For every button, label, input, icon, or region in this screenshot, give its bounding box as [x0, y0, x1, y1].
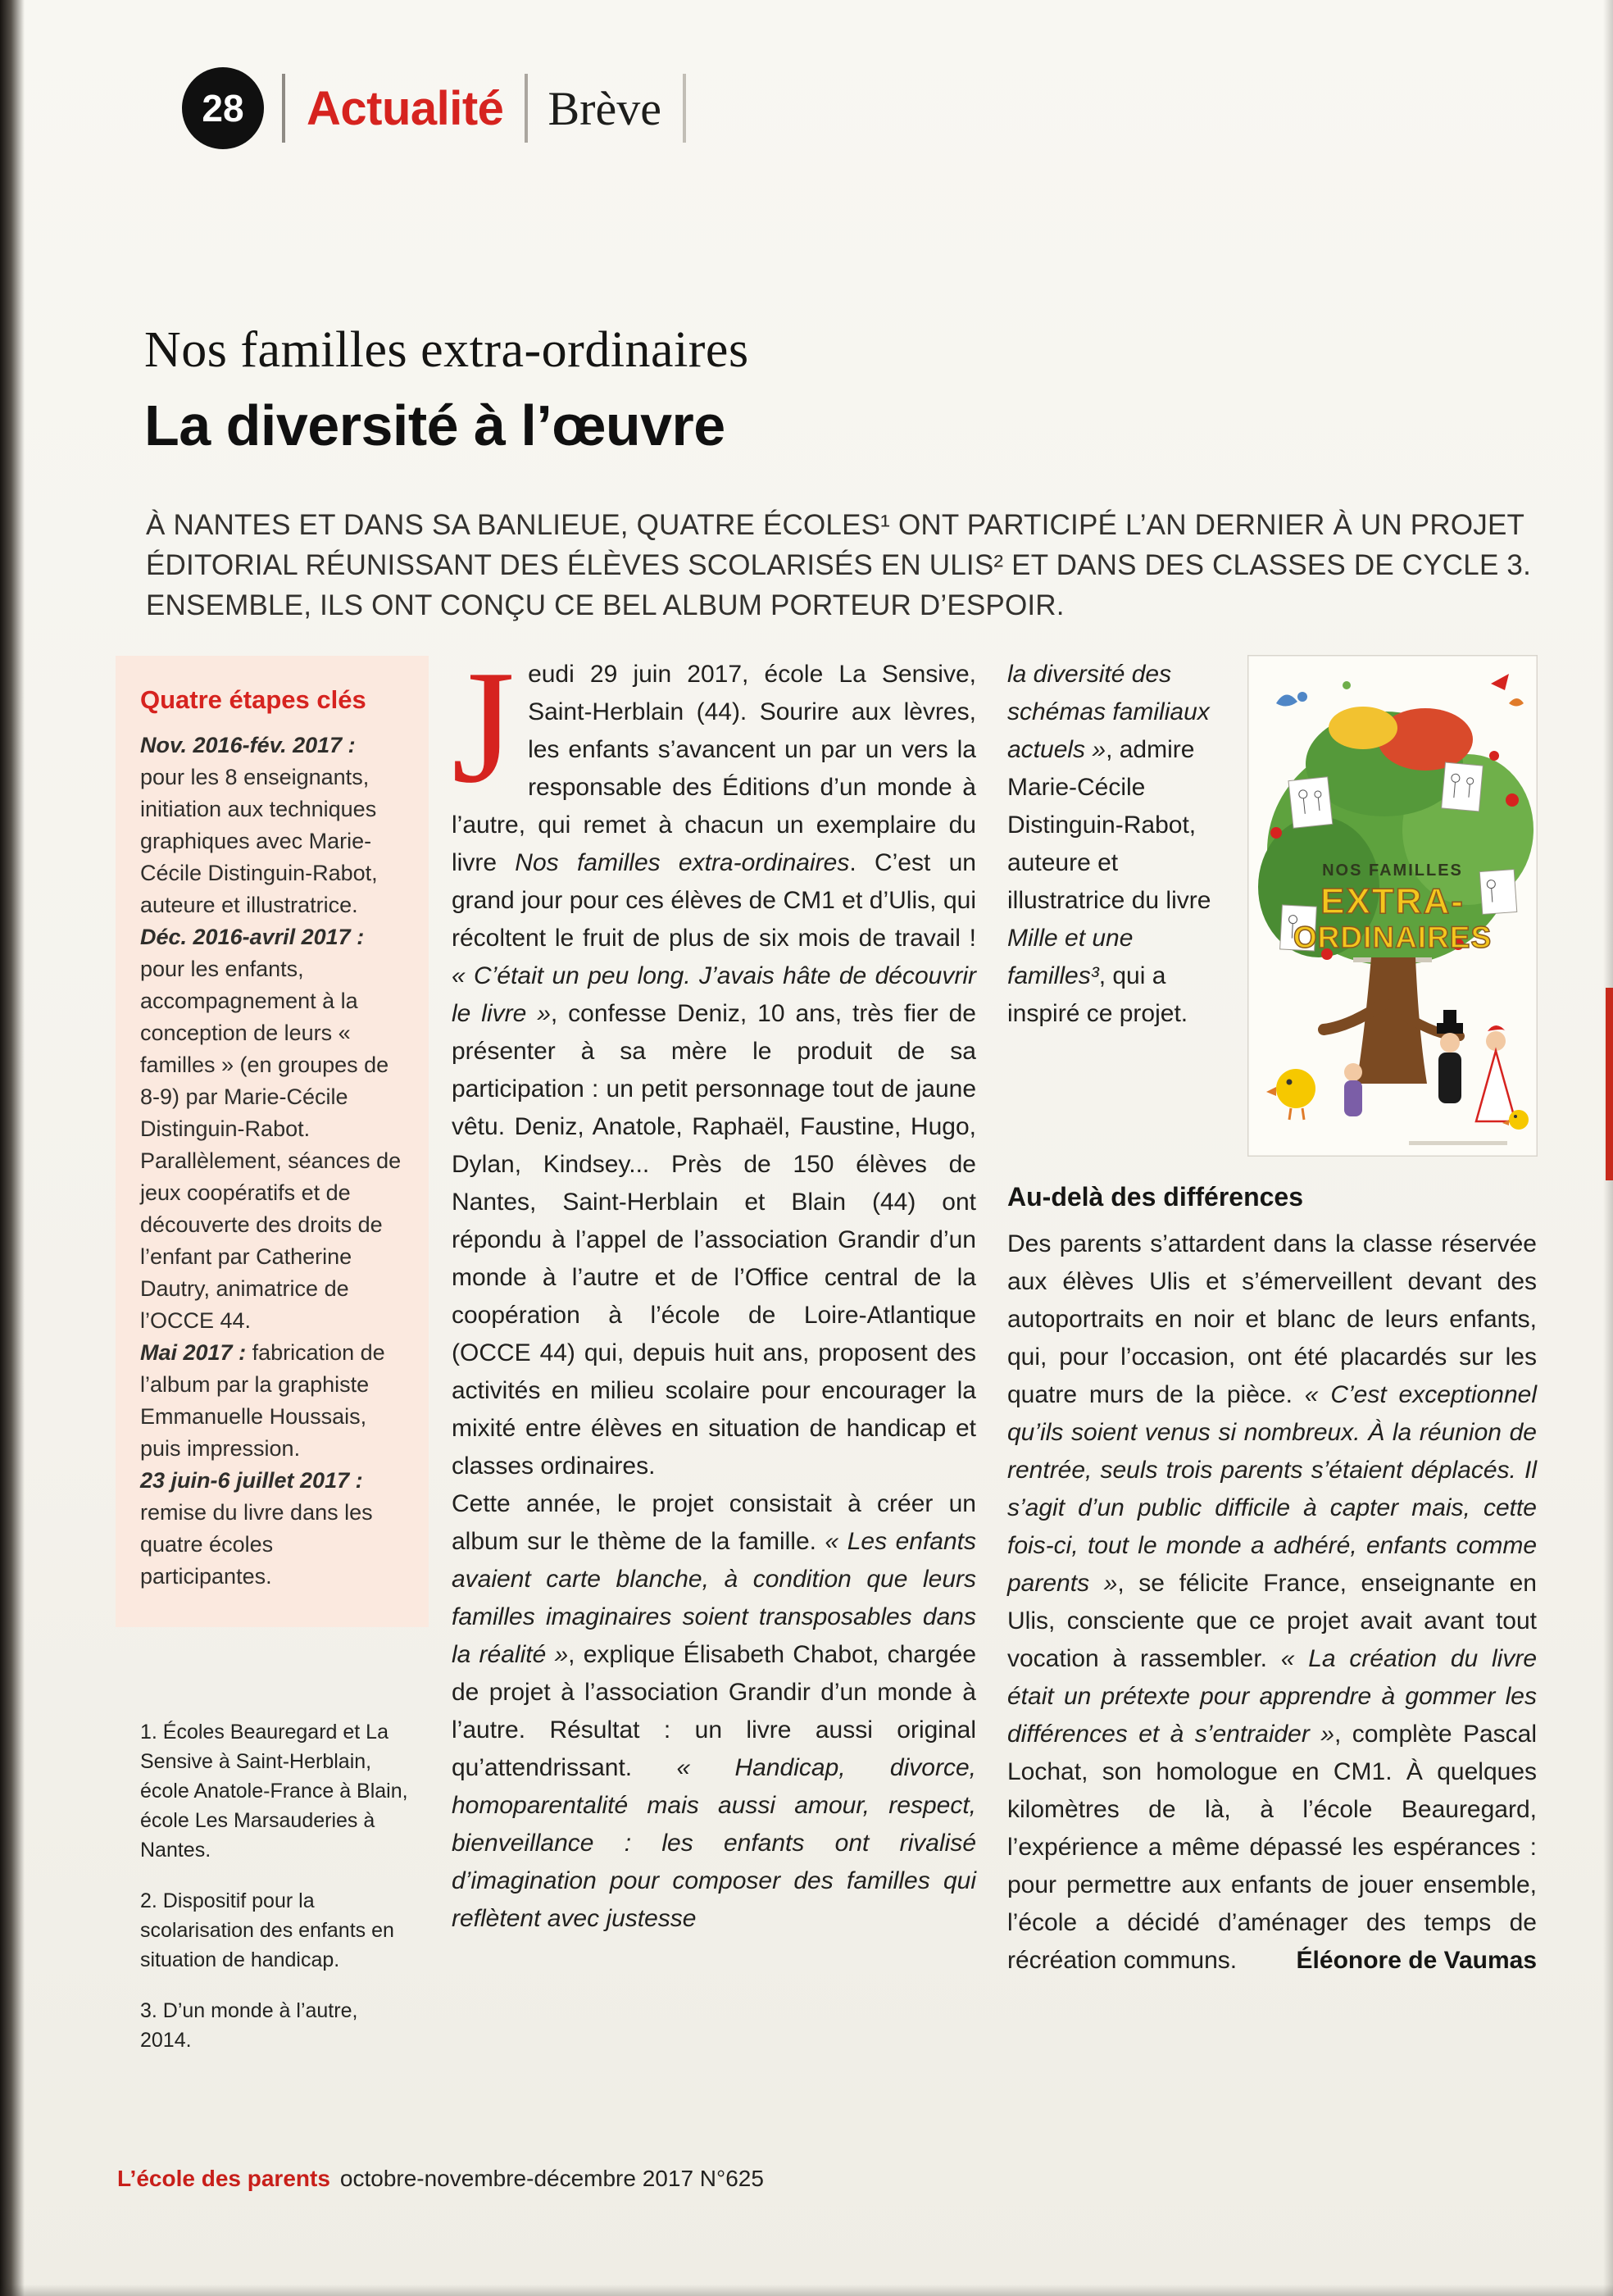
header-divider: [683, 74, 686, 143]
sidebar-entry: [140, 1465, 404, 1593]
section-heading: Au-delà des différences: [1007, 1182, 1303, 1212]
sidebar-box: [116, 656, 429, 1627]
header-divider: [282, 74, 285, 143]
scan-edge-bottom: [0, 2285, 1613, 2296]
left-column: [116, 656, 429, 2076]
sidebar-title: Quatre étapes clés: [140, 685, 366, 714]
issue-info: octobre-novembre-décembre 2017 N°625: [339, 2166, 764, 2191]
section-label: Actualité: [307, 81, 504, 135]
article-title: La diversité à l’œuvre: [144, 393, 725, 457]
footnote: 2. Dispositif pour la scolarisation des enfants en situation de handicap.: [140, 1889, 394, 1971]
sidebar-entry-lead: 23 juin-6 juillet 2017 :: [140, 1468, 363, 1493]
sidebar-entry: [140, 921, 404, 1337]
article-paragraph: [452, 1485, 976, 1938]
book-title-top: NOS FAMILLES: [1322, 862, 1463, 880]
book-title-bottom: ORDINAIRES: [1293, 921, 1493, 954]
article-columns: [116, 637, 1538, 2076]
paragraph-text: eudi 29 juin 2017, école La Sensive, Saint-Herblain (44). Sourire aux lèvres, les enfants s’avancent un par un vers la responsable des Éditions d’un monde à l’autre, qui remet à chacun un exemplaire du livre Nos familles extra-ordinaires. C’est un grand jour pour ces élèves de CM1 et d’Ulis, qui récoltent le fruit de plus de six mois de travail ! « C’était un peu long. J’avais hâte de découvrir le livre », confesse Deniz, 10 ans, très fier de présenter à sa mère le produit de sa participation : un petit personnage tout de jaune vêtu. Deniz, Anatole, Raphaël, Faustine, Hugo, Dylan, Kindsey... Près de 150 élèves de Nantes, Saint-Herblain et Blain (44) ont répondu à l’appel de l’association Grandir d’un monde à l’autre et de l’Office central de la coopération à l’école de Loire-Atlantique (OCCE 44) qui, depuis huit ans, proposent des activités en milieu scolaire pour encourager la mixité entre élèves en situation de handicap et classes ordinaires.: [452, 661, 976, 1480]
book-cover-illustration: [1248, 656, 1537, 1156]
purple-figure: [1344, 1063, 1362, 1116]
sidebar-entry-text: remise du livre dans les quatre écoles participantes.: [140, 1500, 373, 1589]
publisher-text-placeholder: [1409, 1141, 1507, 1145]
page-header: [182, 67, 686, 149]
standfirst: À NANTES ET DANS SA BANLIEUE, QUATRE ÉCOLES¹ ONT PARTICIPÉ L’AN DERNIER À UN PROJET ÉDITORIAL RÉUNISSANT DES ÉLÈVES SCOLARISÉS EN ULIS² ET DANS DES CLASSES DE CYCLE 3. ENSEMBLE, ILS ONT CONÇU CE BEL ALBUM PORTEUR D’ESPOIR.: [146, 509, 1532, 621]
footnotes: [140, 1717, 411, 2055]
right-column-top: [1007, 656, 1537, 1156]
byline: Éléonore de Vaumas: [1296, 1947, 1537, 1974]
article-paragraph: [452, 637, 976, 1485]
paragraph-text: la diversité des schémas familiaux actuels », admire Marie-Cécile Distinguin-Rabot, auteure et illustratrice du livre Mille et une familles³, qui a inspiré ce projet.: [1007, 661, 1211, 1027]
page-number-badge: 28: [182, 67, 264, 149]
book-cover-title: [1293, 862, 1492, 962]
book-cover-image: [1248, 656, 1537, 1156]
paragraph-text: Cette année, le projet consistait à créer un album sur le thème de la famille. « Les enfants avaient carte blanche, à condition que leurs familles imaginaires soient transposables dans la réalité », explique Élisabeth Chabot, chargée de projet à l’association Grandir d’un monde à l’autre. Résultat : un livre aussi original qu’attendrissant. « Handicap, divorce, homoparentalité mais aussi amour, respect, bienveillance : les enfants ont rivalisé d’imagination pour composer des familles qui reflètent avec justesse: [452, 1490, 976, 1932]
header-divider: [525, 74, 528, 143]
groom-figure: [1437, 1010, 1463, 1103]
scan-edge-left: [0, 0, 25, 2296]
subsection-label: Brève: [548, 81, 661, 135]
book-title-mid: EXTRA-: [1320, 881, 1465, 921]
sidebar-entry-lead: Déc. 2016-avril 2017 :: [140, 925, 365, 949]
paragraph-text: Des parents s’attardent dans la classe réservée aux élèves Ulis et s’émerveillent devant des autoportraits en noir et blanc de leurs enfants, qui, pour l’occasion, ont été placardés sur les quatre murs de la pièce. « C’est exceptionnel qu’ils soient venus si nombreux. À la réunion de rentrée, seuls trois parents s’étaient déplacés. Il s’agit d’un public difficile à capter mais, cette fois-ci, tout le monde a adhéré, enfants comme parents », se félicite France, enseignante en Ulis, consciente que ce projet avait avant tout vocation à rassembler. « La création du livre était un prétexte pour apprendre à gommer les différences et à s’entraider », complète Pascal Lochat, son homologue en CM1. À quelques kilomètres de là, à l’école Beauregard, l’expérience a même dépassé les espérances : pour permettre aux enfants de jouer ensemble, l’école a décidé d’aménager des temps de récréation communs.: [1007, 1230, 1538, 1974]
sidebar-entry-text: pour les enfants, accompagnement à la conception de leurs « familles » (en groupes de 8-9) par Marie-Cécile Distinguin-Rabot. Parallèlement, séances de jeux coopératifs et de découverte des droits de l’enfant par Catherine Dautry, animatrice de l’OCCE 44.: [140, 957, 402, 1333]
magazine-name: L’école des parents: [117, 2166, 330, 2191]
page-edge-mark: [1606, 988, 1613, 1180]
page-footer: [117, 2166, 764, 2192]
sidebar-entry-lead: Mai 2017 :: [140, 1340, 247, 1365]
sidebar-entry: [140, 730, 404, 921]
dropcap: J: [452, 637, 516, 816]
footnote: 3. D’un monde à l’autre, 2014.: [140, 1999, 358, 2052]
right-column: [1007, 656, 1537, 1980]
article-paragraph: [1007, 656, 1230, 1033]
footnote: 1. Écoles Beauregard et La Sensive à Saint-Herblain, école Anatole-France à Blain, école Les Marsauderies à Nantes.: [140, 1721, 408, 1862]
sidebar-entry-lead: Nov. 2016-fév. 2017 :: [140, 733, 356, 757]
article-paragraph: [1007, 1225, 1537, 1980]
title-block: [144, 321, 749, 458]
sidebar-entry: [140, 1337, 404, 1465]
center-column: [452, 637, 976, 1938]
sidebar-entry-text: pour les 8 enseignants, initiation aux techniques graphiques avec Marie-Cécile Distinguin-Rabot, auteure et illustratrice.: [140, 765, 378, 917]
sidebar-entry-text: fabrication de l’album par la graphiste Emmanuelle Houssais, puis impression.: [140, 1340, 385, 1461]
article-kicker: Nos familles extra-ordinaires: [144, 322, 749, 378]
